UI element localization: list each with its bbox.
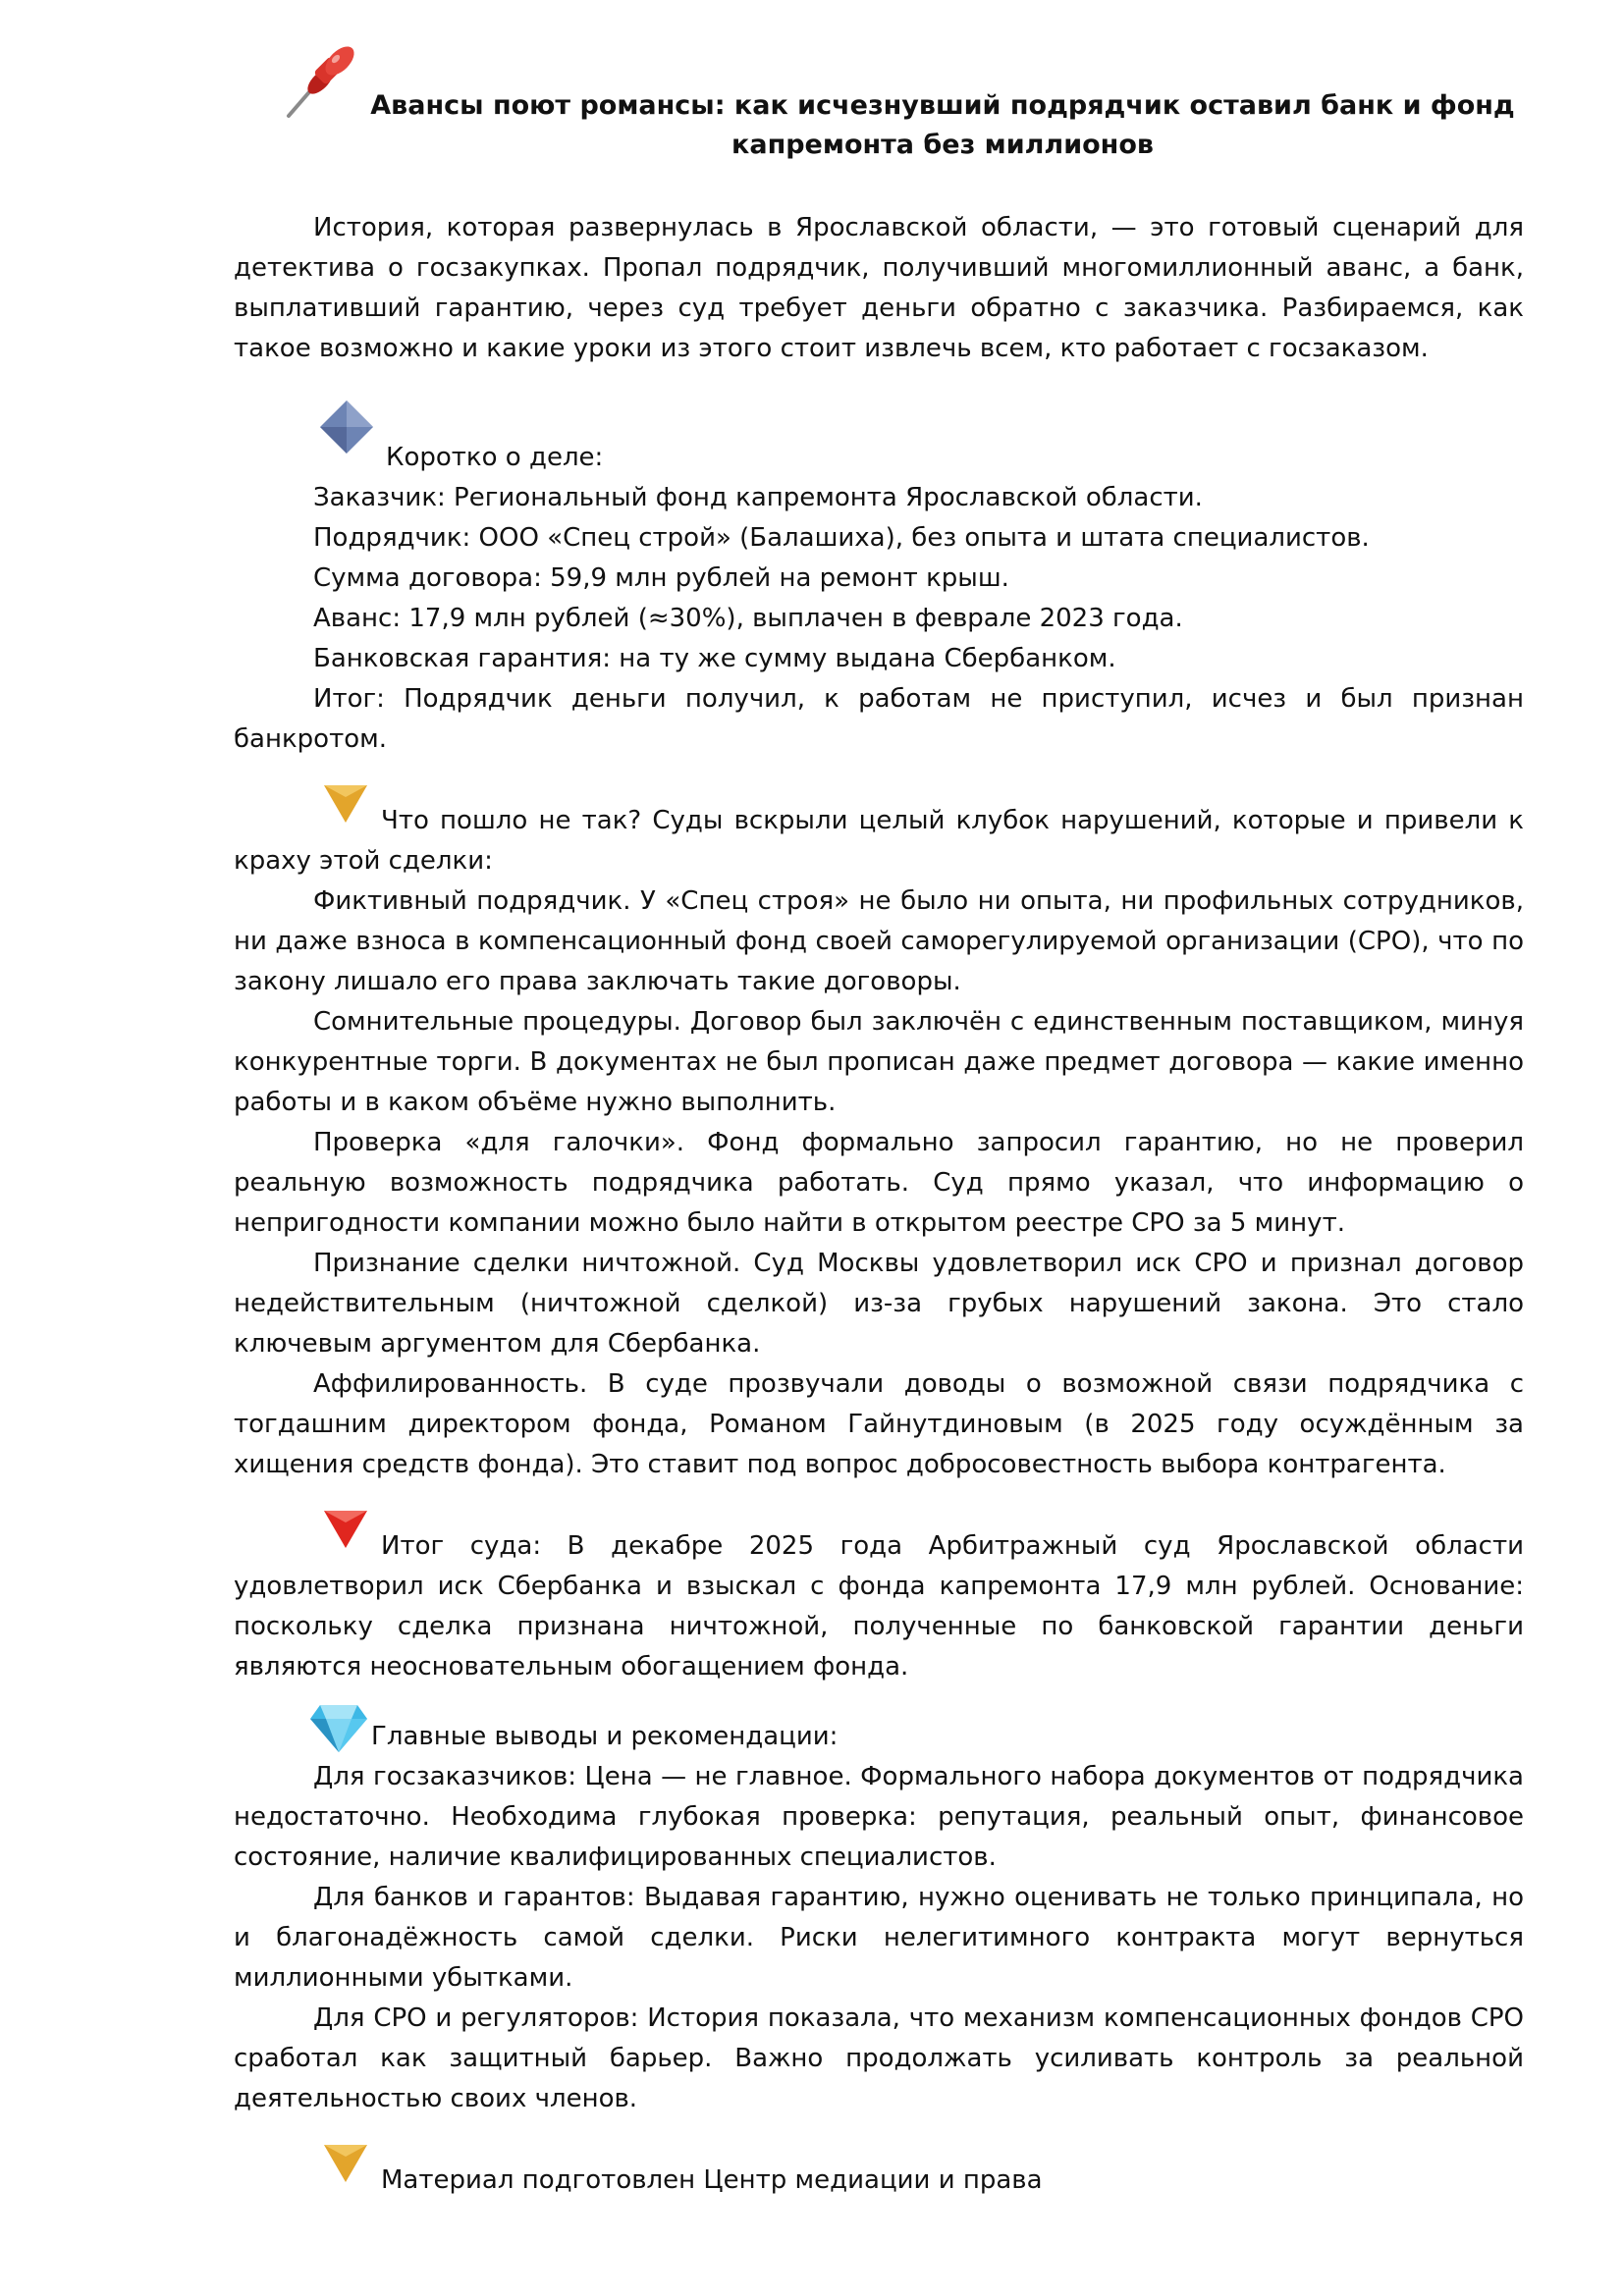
problems-section <box>234 779 1524 881</box>
gem-icon <box>308 1703 369 1754</box>
brief-item: Заказчик: Региональный фонд капремонта Ярославской области. <box>313 483 1203 512</box>
conclusion-item: Для госзаказчиков: Цена — не главное. Формального набора документов от подрядчика недостаточно. Необходима глубокая проверка: репутация, реальный опыт, финансовое состояние, наличие квалифицированных специалистов. <box>234 1762 1524 1872</box>
conclusions-section <box>234 1707 1524 1757</box>
orange-down-triangle-icon <box>322 779 369 827</box>
conclusion-item: Для СРО и регуляторов: История показала, что механизм компенсационных фондов СРО сработал как защитный барьер. Важно продолжать усиливать контроль за реальной деятельностью своих членов. <box>234 2003 1524 2113</box>
blue-diamond-icon <box>318 399 375 455</box>
conclusion-item: Для банков и гарантов: Выдавая гарантию, нужно оценивать не только принципала, но и благонадёжность самой сделки. Риски нелегитимного контракта могут вернуться миллионными убытками. <box>234 1883 1524 1993</box>
footer-text: Материал подготовлен Центр медиации и права <box>381 2165 1043 2195</box>
problem-item: Аффилированность. В суде прозвучали доводы о возможной связи подрядчика с тогдашним директором фонда, Романом Гайнутдиновым (в 2025 году осуждённым за хищения средств фонда). Это ставит под вопрос добросовестность выбора контрагента. <box>234 1369 1524 1479</box>
problem-item: Признание сделки ничтожной. Суд Москвы удовлетворил иск СРО и признал договор недействительным (ничтожной сделкой) из-за грубых нарушений закона. Это стало ключевым аргументом для Сбербанка. <box>234 1249 1524 1359</box>
title-line-2: капремонта без миллионов <box>731 130 1154 160</box>
footer-section <box>234 2139 1524 2201</box>
problem-item: Фиктивный подрядчик. У «Спец строя» не было ни опыта, ни профильных сотрудников, ни даже взноса в компенсационный фонд своей саморегулируемой организации (СРО), что по закону лишало его права заключать такие договоры. <box>234 886 1524 996</box>
verdict-section <box>234 1505 1524 1687</box>
brief-item: Аванс: 17,9 млн рублей (≈30%), выплачен в феврале 2023 года. <box>313 604 1183 633</box>
red-down-triangle-icon <box>322 1505 369 1552</box>
brief-item: Банковская гарантия: на ту же сумму выдана Сбербанком. <box>313 644 1116 673</box>
brief-heading: Коротко о деле: <box>386 443 604 472</box>
conclusions-heading: Главные выводы и рекомендации: <box>371 1722 839 1751</box>
brief-result: Итог: Подрядчик деньги получил, к работам не приступил, исчез и был признан банкротом. <box>234 684 1524 754</box>
document-title <box>353 86 1532 165</box>
problems-heading: Что пошло не так? Суды вскрыли целый клубок нарушений, которые и привели к краху этой сделки: <box>234 806 1524 876</box>
brief-item: Подрядчик: ООО «Спец строй» (Балашиха), без опыта и штата специалистов. <box>313 523 1370 553</box>
title-line-1: Авансы поют романсы: как исчезнувший подрядчик оставил банк и фонд <box>370 90 1515 121</box>
problem-item: Сомнительные процедуры. Договор был заключён с единственным поставщиком, минуя конкурентные торги. В документах не был прописан даже предмет договора — какие именно работы и в каком объёме нужно выполнить. <box>234 1007 1524 1117</box>
verdict-paragraph: Итог суда: В декабре 2025 года Арбитражный суд Ярославской области удовлетворил иск Сбербанка и взыскал с фонда капремонта 17,9 млн рублей. Основание: поскольку сделка признана ничтожной, полученные по банковской гарантии деньги являются неосновательным обогащением фонда. <box>234 1531 1524 1682</box>
brief-section <box>234 399 1524 478</box>
brief-item: Сумма договора: 59,9 млн рублей на ремонт крыш. <box>313 563 1009 593</box>
document-body <box>234 208 1524 2201</box>
problem-item: Проверка «для галочки». Фонд формально запросил гарантию, но не проверил реальную возможность подрядчика работать. Суд прямо указал, что информацию о непригодности компании можно было найти в открытом реестре СРО за 5 минут. <box>234 1128 1524 1238</box>
brief-list <box>234 478 1524 679</box>
orange-down-triangle-icon <box>322 2139 369 2186</box>
intro-paragraph: История, которая развернулась в Ярославской области, — это готовый сценарий для детектива о госзакупках. Пропал подрядчик, получивший многомиллионный аванс, а банк, выплативший гарантию, через суд требует деньги обратно с заказчика. Разбираемся, как такое возможно и какие уроки из этого стоит извлечь всем, кто работает с госзаказом. <box>234 213 1524 363</box>
